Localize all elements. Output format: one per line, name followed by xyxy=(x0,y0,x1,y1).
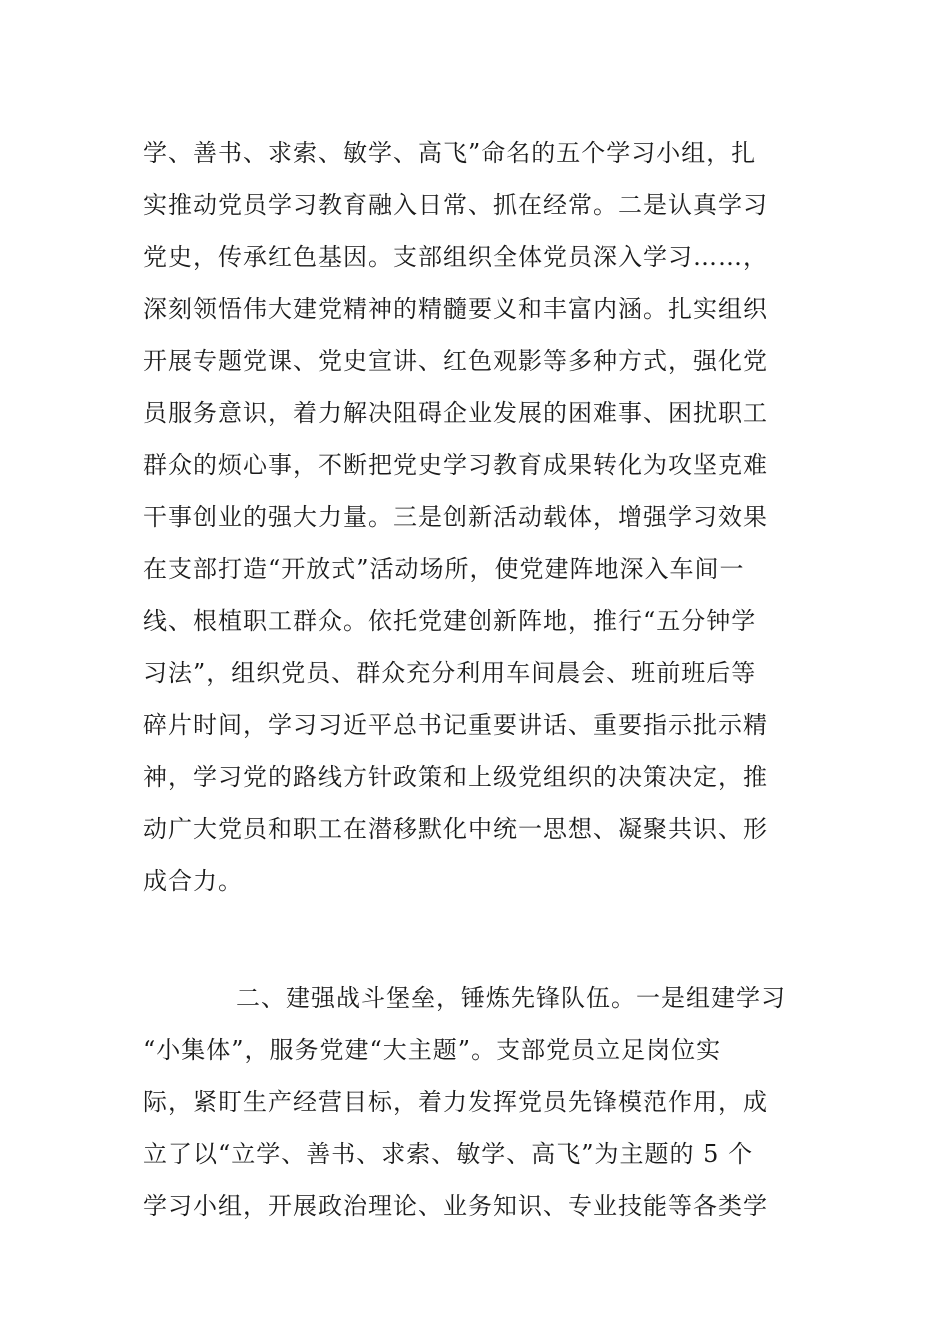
text-line: 立了以“立学、善书、求索、敏学、高飞”为主题的 5 个 xyxy=(143,1140,754,1168)
text-line: 习法”，组织党员、群众充分利用车间晨会、班前班后等 xyxy=(143,659,757,687)
text-line: 实推动党员学习教育融入日常、抓在经常。二是认真学习 xyxy=(143,191,768,219)
section-heading-line: 二、建强战斗堡垒，锤炼先锋队伍。一是组建学习 xyxy=(236,984,786,1012)
text-line: 深刻领悟伟大建党精神的精髓要义和丰富内涵。扎实组织 xyxy=(143,295,768,323)
text-line: 干事创业的强大力量。三是创新活动载体，增强学习效果 xyxy=(143,503,768,531)
text-line: 群众的烦心事，不断把党史学习教育成果转化为攻坚克难 xyxy=(143,451,768,479)
text-line: 学习小组，开展政治理论、业务知识、专业技能等各类学 xyxy=(143,1192,768,1220)
text-line: 在支部打造“开放式”活动场所，使党建阵地深入车间一 xyxy=(143,555,745,583)
text-line: 学、善书、求索、敏学、高飞”命名的五个学习小组，扎 xyxy=(143,139,757,167)
text-line: 碎片时间，学习习近平总书记重要讲话、重要指示批示精 xyxy=(143,711,768,739)
text-line: 线、根植职工群众。依托党建创新阵地，推行“五分钟学 xyxy=(143,607,757,635)
text-line: 党史，传承红色基因。支部组织全体党员深入学习……， xyxy=(143,243,768,271)
text-line: 动广大党员和职工在潜移默化中统一思想、凝聚共识、形 xyxy=(143,815,768,843)
text-line: 开展专题党课、党史宣讲、红色观影等多种方式，强化党 xyxy=(143,347,768,375)
text-line: 成合力。 xyxy=(143,867,243,895)
text-line: 员服务意识，着力解决阻碍企业发展的困难事、困扰职工 xyxy=(143,399,768,427)
text-line: “小集体”，服务党建“大主题”。支部党员立足岗位实 xyxy=(143,1036,722,1064)
text-line: 际，紧盯生产经营目标，着力发挥党员先锋模范作用，成 xyxy=(143,1088,768,1116)
text-line: 神，学习党的路线方针政策和上级党组织的决策决定，推 xyxy=(143,763,768,791)
